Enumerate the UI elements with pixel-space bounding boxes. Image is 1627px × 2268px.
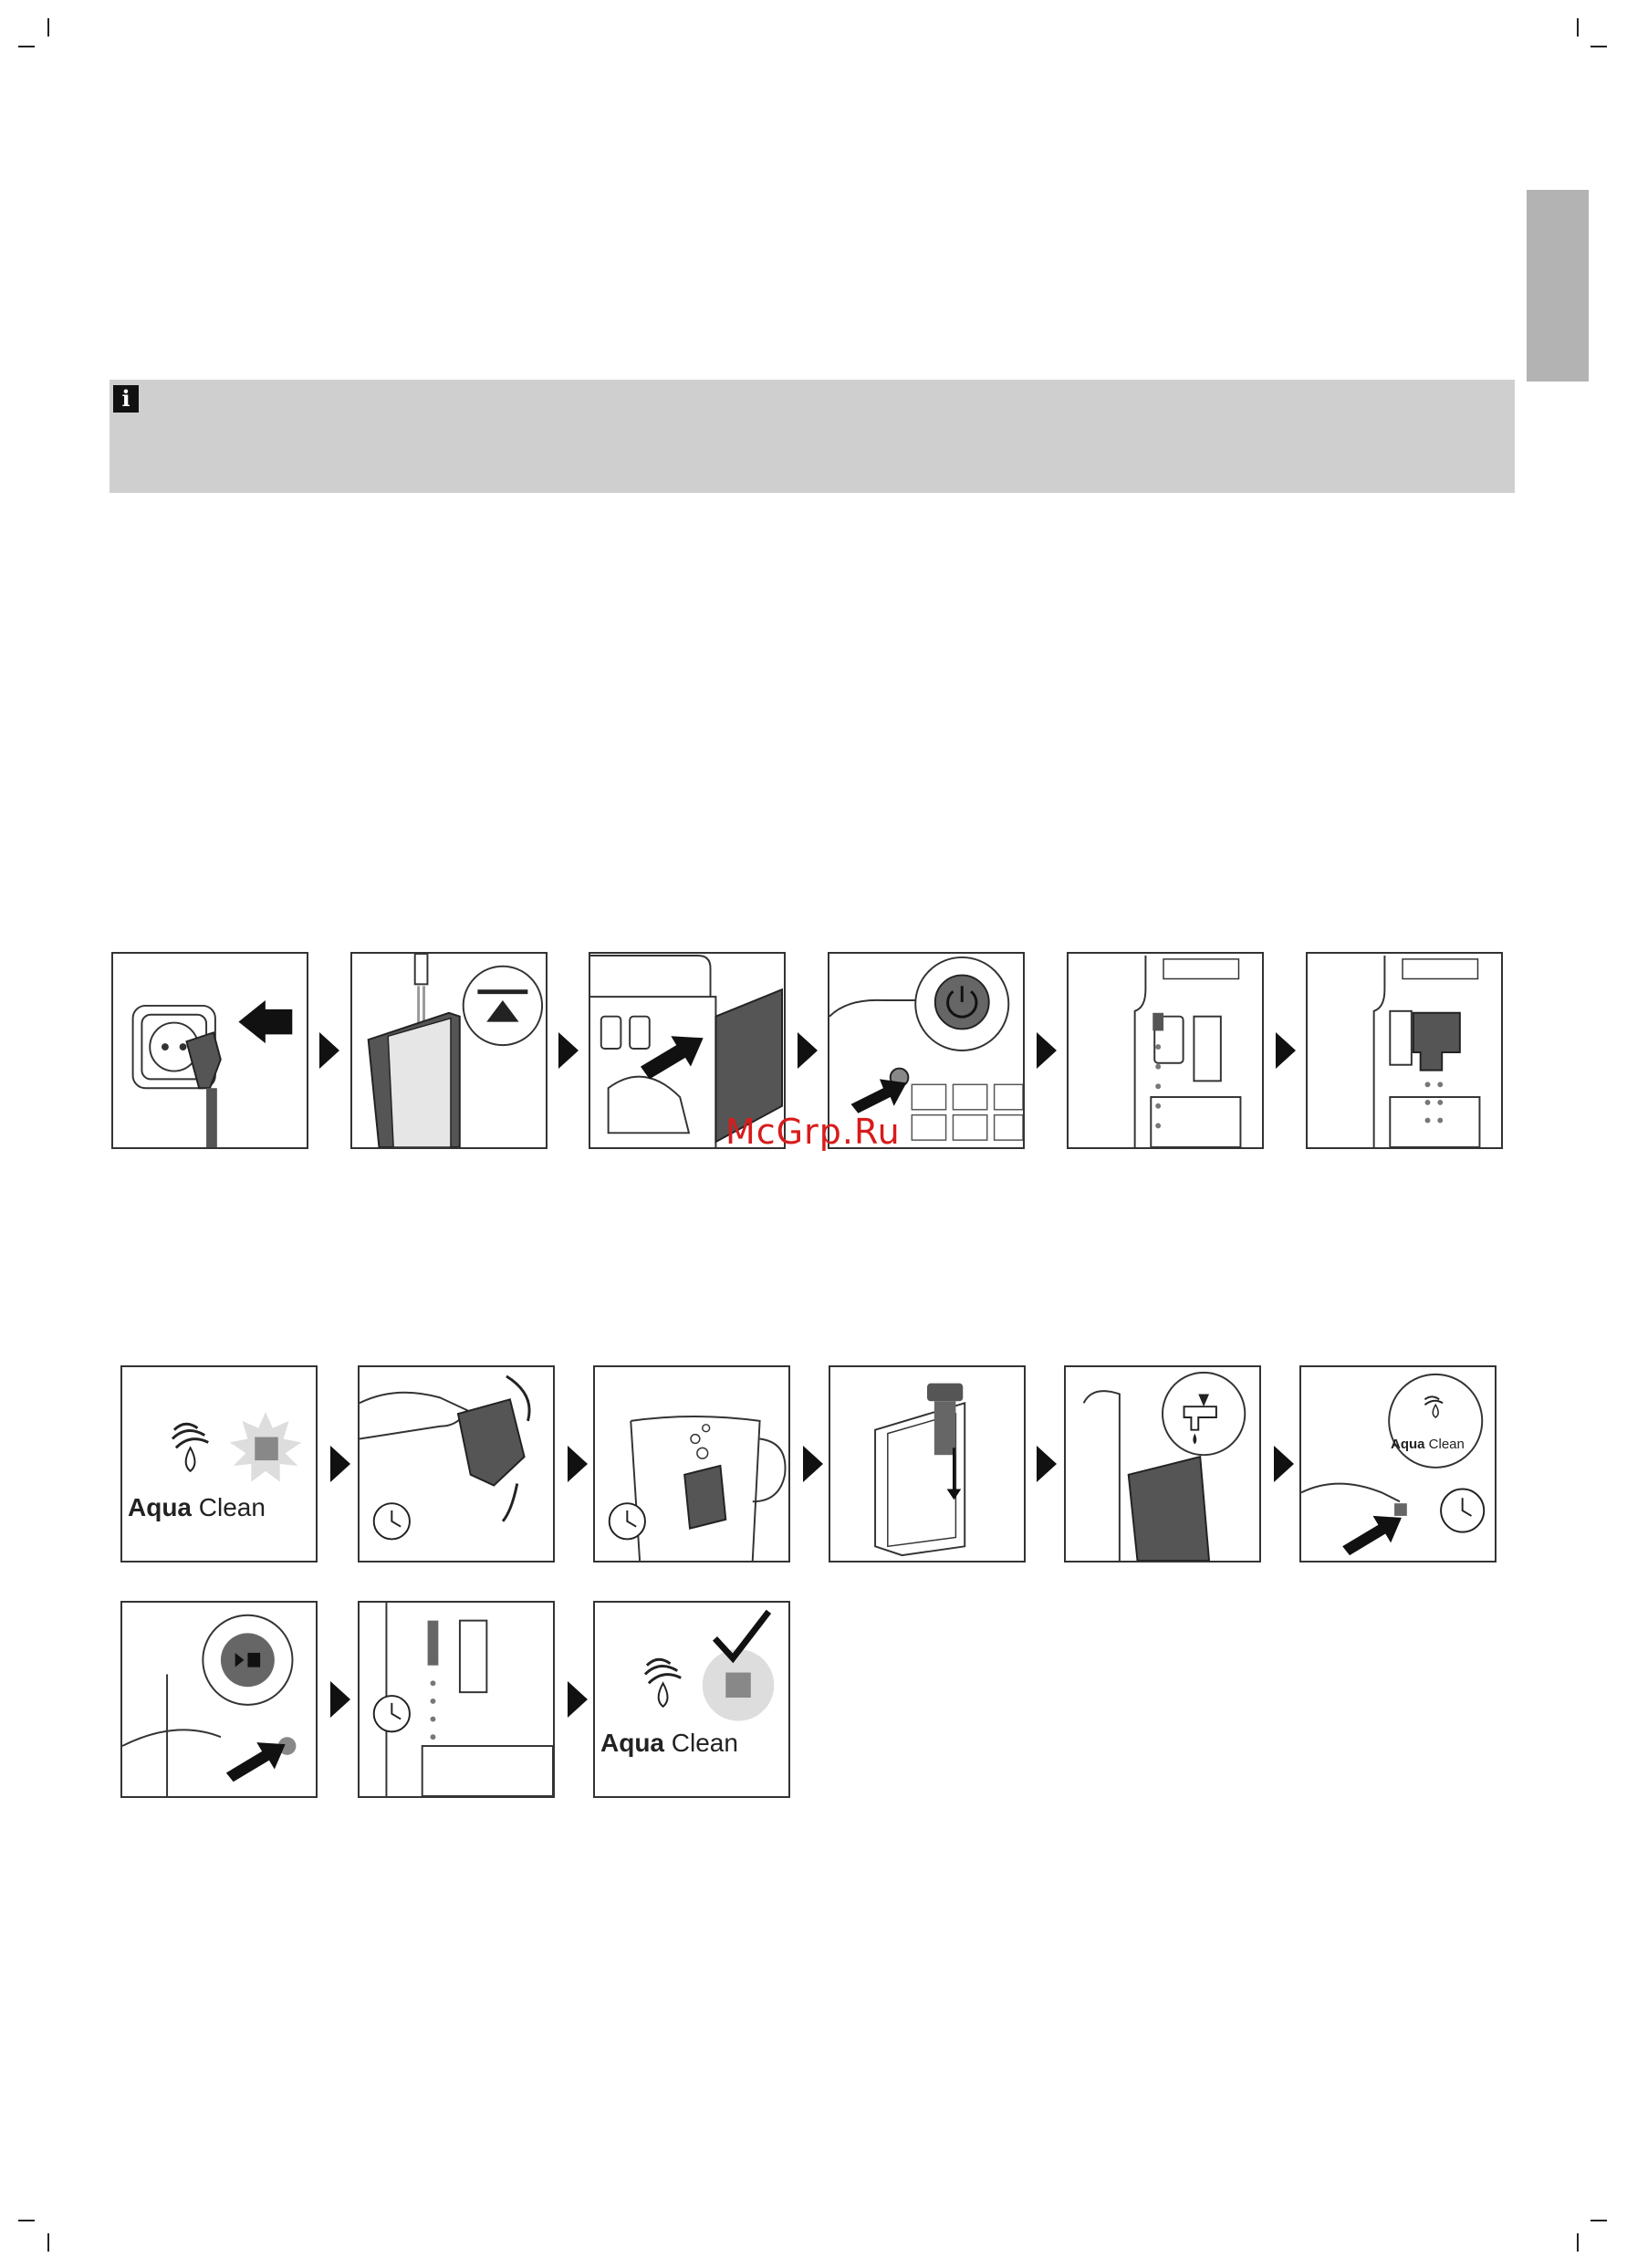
- next-step-arrow: [558, 1032, 579, 1069]
- water-flow-timer-icon: [360, 1603, 553, 1796]
- next-step-arrow: [568, 1681, 588, 1718]
- next-step-arrow: [319, 1032, 339, 1069]
- crop-mark: [1577, 18, 1579, 37]
- language-tab: [1527, 190, 1589, 381]
- aqua-clean-activate-icon: [1301, 1367, 1495, 1561]
- soak-filter-icon: [595, 1367, 788, 1561]
- aqua-clean-label: Aqua Clean: [600, 1729, 738, 1757]
- next-step-arrow: [1276, 1032, 1296, 1069]
- aqua-clean-small-label: Aqua Clean: [1391, 1437, 1465, 1452]
- step-aqua-clean-done: [593, 1601, 790, 1798]
- step-soak-filter: [593, 1365, 790, 1563]
- info-icon: i: [113, 385, 139, 413]
- hot-water-spout-icon: [1069, 954, 1262, 1147]
- crop-mark: [47, 2233, 49, 2252]
- crop-mark: [1590, 46, 1607, 47]
- step-shake-filter: [358, 1365, 555, 1563]
- step-activate-aqua-clean: [1299, 1365, 1497, 1563]
- step-plug-in: [111, 952, 308, 1149]
- next-step-arrow: [803, 1446, 823, 1482]
- shake-filter-icon: [360, 1367, 553, 1561]
- next-step-arrow: [568, 1446, 588, 1482]
- watermark-text: McGrp.Ru: [725, 1112, 901, 1152]
- aqua-clean-done-icon: [595, 1603, 788, 1796]
- crop-mark: [1577, 2233, 1579, 2252]
- next-step-arrow: [330, 1446, 350, 1482]
- coffee-spout-icon: [1308, 954, 1501, 1147]
- step-fill-tank: [350, 952, 548, 1149]
- next-step-arrow: [798, 1032, 818, 1069]
- next-step-arrow: [330, 1681, 350, 1718]
- crop-mark: [18, 46, 35, 47]
- step-refill-tank: [1064, 1365, 1261, 1563]
- refill-tank-icon: [1066, 1367, 1259, 1561]
- step-press-start: [120, 1601, 318, 1798]
- step-hot-water: [1067, 952, 1264, 1149]
- start-stop-button-icon: [122, 1603, 316, 1796]
- next-step-arrow: [1274, 1446, 1294, 1482]
- step-insert-filter: [829, 1365, 1026, 1563]
- next-step-arrow: [1037, 1446, 1057, 1482]
- crop-mark: [1590, 2220, 1607, 2221]
- info-note-bar: [110, 380, 1515, 493]
- plug-socket-icon: [113, 954, 307, 1147]
- insert-filter-icon: [830, 1367, 1024, 1561]
- crop-mark: [18, 2220, 35, 2221]
- crop-mark: [47, 18, 49, 37]
- aqua-clean-label: Aqua Clean: [128, 1493, 266, 1521]
- next-step-arrow: [1037, 1032, 1057, 1069]
- fill-water-tank-icon: [352, 954, 546, 1147]
- step-aqua-clean-alert: [120, 1365, 318, 1563]
- step-coffee-spout: [1306, 952, 1503, 1149]
- aqua-clean-alert-icon: [122, 1367, 316, 1561]
- step-water-flow: [358, 1601, 555, 1798]
